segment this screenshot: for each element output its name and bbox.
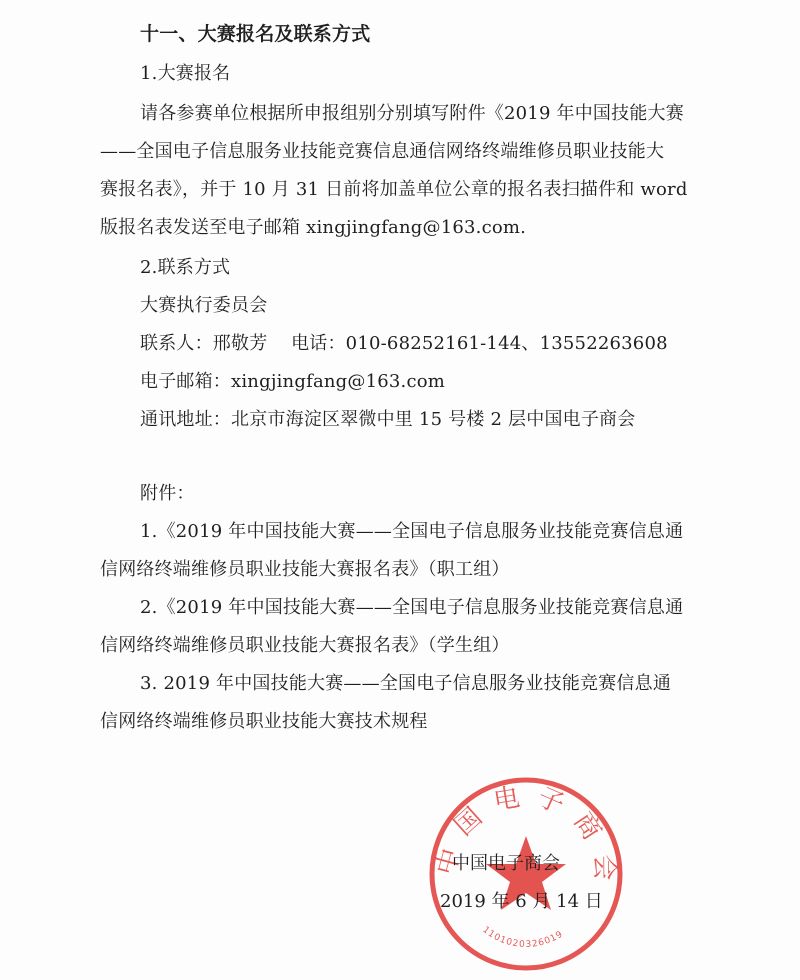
contact-org: 大赛执行委员会: [140, 295, 268, 316]
registration-text-line-1: 请各参赛单位根据所申报组别分别填写附件《2019 年中国技能大赛: [140, 103, 684, 124]
attachment-1-line-2: 信网络终端维修员职业技能大赛报名表》（职工组）: [100, 559, 510, 580]
seal-number: 1101020326019: [480, 925, 566, 951]
attachment-2-line-1: 2.《2019 年中国技能大赛——全国电子信息服务业技能竞赛信息通: [140, 597, 684, 618]
svg-text:1101020326019: [480, 925, 565, 950]
registration-text-line-2: ——全国电子信息服务业技能竞赛信息通信网络终端维修员职业技能大: [100, 141, 665, 162]
attachment-1-line-1: 1.《2019 年中国技能大赛——全国电子信息服务业技能竞赛信息通: [140, 521, 684, 542]
attachments-heading: 附件：: [140, 483, 195, 504]
attachment-3-line-2: 信网络终端维修员职业技能大赛技术规程: [100, 711, 428, 732]
registration-text-line-3: 赛报名表》，并于 10 月 31 日前将加盖单位公章的报名表扫描件和 word: [100, 179, 688, 200]
contact-email: 电子邮箱：xingjingfang@163.com: [140, 371, 446, 392]
section-heading: 十一、大赛报名及联系方式: [140, 23, 371, 45]
attachment-3-line-1: 3. 2019 年中国技能大赛——全国电子信息服务业技能竞赛信息通: [140, 673, 672, 694]
seal-ring-text: 中国电子商会: [430, 780, 620, 895]
signature-org: 中国电子商会: [452, 853, 560, 874]
registration-heading: 1.大赛报名: [140, 63, 231, 84]
signature-date: 2019 年 6 月 14 日: [440, 891, 603, 912]
contact-address: 通讯地址：北京市海淀区翠微中里 15 号楼 2 层中国电子商会: [140, 409, 636, 430]
attachment-2-line-2: 信网络终端维修员职业技能大赛报名表》（学生组）: [100, 635, 510, 656]
contact-person: 联系人：邢敬芳 电话：010-68252161-144、13552263608: [140, 333, 668, 354]
contact-heading: 2.联系方式: [140, 257, 231, 278]
registration-text-line-4: 版报名表发送至电子邮箱 xingjingfang@163.com.: [100, 217, 527, 238]
